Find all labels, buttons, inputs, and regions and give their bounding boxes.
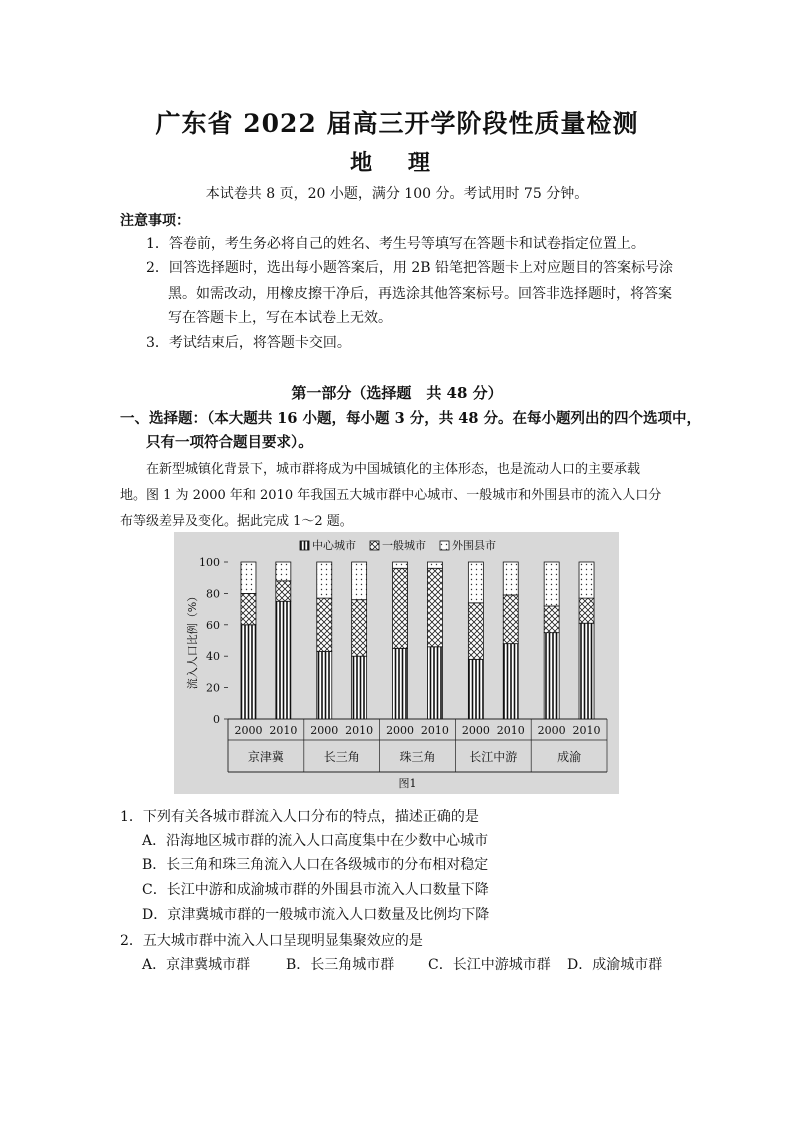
section-heading-cont: 只有一项符合题目要求）。 bbox=[146, 434, 313, 451]
bar-segment bbox=[276, 601, 291, 719]
figure-1 bbox=[174, 532, 619, 794]
bar-segment bbox=[393, 648, 408, 719]
bar-segment bbox=[468, 562, 483, 603]
bar-segment bbox=[352, 656, 367, 719]
question-1-option-d: D．京津冀城市群的一般城市流入人口数量及比例均下降 bbox=[142, 907, 490, 923]
question-2-option-c: C．长江中游城市群 bbox=[428, 957, 551, 973]
x-group-label: 长三角 bbox=[323, 750, 360, 764]
bar-segment bbox=[427, 568, 442, 647]
x-tick-label-year: 2010 bbox=[269, 724, 298, 737]
x-tick-label-year: 2000 bbox=[461, 724, 490, 737]
question-1-option-a: A．沿海地区城市群的流入人口高度集中在少数中心城市 bbox=[142, 833, 489, 849]
notice-line: 黑。如需改动，用橡皮擦干净后，再选涂其他答案标号。回答非选择题时，将答案 bbox=[168, 286, 672, 302]
bar-segment bbox=[579, 598, 594, 623]
y-axis-label: 流入人口比例（%） bbox=[186, 590, 199, 690]
bar-segment bbox=[317, 598, 332, 651]
bar-segment bbox=[241, 593, 256, 624]
notice-heading: 注意事项： bbox=[120, 213, 190, 229]
y-tick-label: 20 bbox=[206, 681, 220, 695]
x-tick-label-year: 2000 bbox=[386, 724, 415, 737]
y-tick-label: 80 bbox=[206, 587, 220, 601]
notice-line: 写在答题卡上，写在本试卷上无效。 bbox=[168, 310, 392, 326]
y-tick-label: 100 bbox=[199, 556, 220, 569]
question-2-option-a: A．京津冀城市群 bbox=[142, 957, 251, 973]
bar-segment bbox=[317, 562, 332, 598]
question-1-option-b: B．长三角和珠三角流入人口在各级城市的分布相对稳定 bbox=[142, 857, 489, 873]
question-1-stem: 1．下列有关各城市群流入人口分布的特点，描述正确的是 bbox=[120, 809, 479, 825]
bar-segment bbox=[317, 651, 332, 719]
x-group-label: 京津冀 bbox=[247, 750, 284, 764]
legend-swatch bbox=[440, 541, 449, 550]
x-tick-label-year: 2000 bbox=[310, 724, 339, 737]
bar-segment bbox=[241, 562, 256, 593]
bar-segment bbox=[427, 647, 442, 719]
bar-segment bbox=[393, 562, 408, 568]
bar-chart bbox=[174, 532, 619, 794]
intro-line: 布等级差异及变化。据此完成 1～2 题。 bbox=[120, 514, 353, 529]
x-tick-label-year: 2010 bbox=[345, 724, 374, 737]
part-heading: 第一部分（选择题 共 48 分） bbox=[291, 384, 503, 402]
x-tick-label-year: 2000 bbox=[537, 724, 566, 737]
bar-segment bbox=[427, 562, 442, 568]
exam-info: 本试卷共 8 页，20 小题，满分 100 分。考试用时 75 分钟。 bbox=[205, 186, 589, 202]
bar-segment bbox=[241, 625, 256, 719]
question-2-option-b: B．长三角城市群 bbox=[286, 957, 395, 973]
bar-segment bbox=[393, 568, 408, 648]
legend-label: 一般城市 bbox=[382, 539, 426, 552]
x-group-label: 成渝 bbox=[557, 750, 582, 764]
x-tick-label-year: 2010 bbox=[496, 724, 525, 737]
bar-segment bbox=[544, 562, 559, 606]
question-2-stem: 2．五大城市群中流入人口呈现明显集聚效应的是 bbox=[120, 933, 423, 949]
subject-title: 地 理 bbox=[350, 150, 444, 176]
exam-title: 广东省 2022 届高三开学阶段性质量检测 bbox=[155, 109, 639, 138]
bar-segment bbox=[503, 562, 518, 595]
intro-line: 在新型城镇化背景下，城市群将成为中国城镇化的主体形态，也是流动人口的主要承载 bbox=[146, 462, 641, 477]
x-tick-label-year: 2010 bbox=[572, 724, 601, 737]
legend-swatch bbox=[370, 541, 379, 550]
intro-line: 地。图 1 为 2000 年和 2010 年我国五大城市群中心城市、一般城市和外围县市的流入人口分 bbox=[120, 488, 662, 503]
bar-segment bbox=[503, 644, 518, 719]
y-tick-label: 40 bbox=[206, 650, 220, 664]
y-tick-label: 0 bbox=[213, 713, 220, 726]
legend-swatch bbox=[300, 541, 309, 550]
figure-caption: 图1 bbox=[398, 777, 417, 790]
legend-label: 外围县市 bbox=[452, 539, 496, 552]
legend-label: 中心城市 bbox=[312, 539, 356, 552]
x-group-label: 长江中游 bbox=[469, 750, 518, 764]
section-heading: 一、选择题：（本大题共 16 小题，每小题 3 分，共 48 分。在每小题列出的四个选项中， bbox=[120, 410, 701, 427]
x-group-label: 珠三角 bbox=[399, 750, 436, 764]
bar-segment bbox=[503, 595, 518, 644]
notice-line: 3．考试结束后，将答题卡交回。 bbox=[146, 335, 351, 351]
bar-segment bbox=[544, 633, 559, 719]
question-1-option-c: C．长江中游和成渝城市群的外围县市流入人口数量下降 bbox=[142, 882, 489, 898]
bar-segment bbox=[468, 659, 483, 719]
notice-line: 1．答卷前，考生务必将自己的姓名、考生号等填写在答题卡和试卷指定位置上。 bbox=[146, 236, 645, 252]
notice-line: 2．回答选择题时，选出每小题答案后，用 2B 铅笔把答题卡上对应题目的答案标号涂 bbox=[146, 260, 674, 276]
bar-segment bbox=[276, 581, 291, 601]
bar-segment bbox=[468, 603, 483, 660]
bar-segment bbox=[352, 562, 367, 600]
y-tick-label: 60 bbox=[206, 618, 220, 632]
bar-segment bbox=[276, 562, 291, 581]
x-tick-label-year: 2010 bbox=[420, 724, 449, 737]
bar-segment bbox=[579, 562, 594, 598]
question-2-option-d: D．成渝城市群 bbox=[567, 957, 663, 973]
x-tick-label-year: 2000 bbox=[234, 724, 263, 737]
bar-segment bbox=[352, 600, 367, 657]
bar-segment bbox=[544, 606, 559, 633]
bar-segment bbox=[579, 623, 594, 719]
